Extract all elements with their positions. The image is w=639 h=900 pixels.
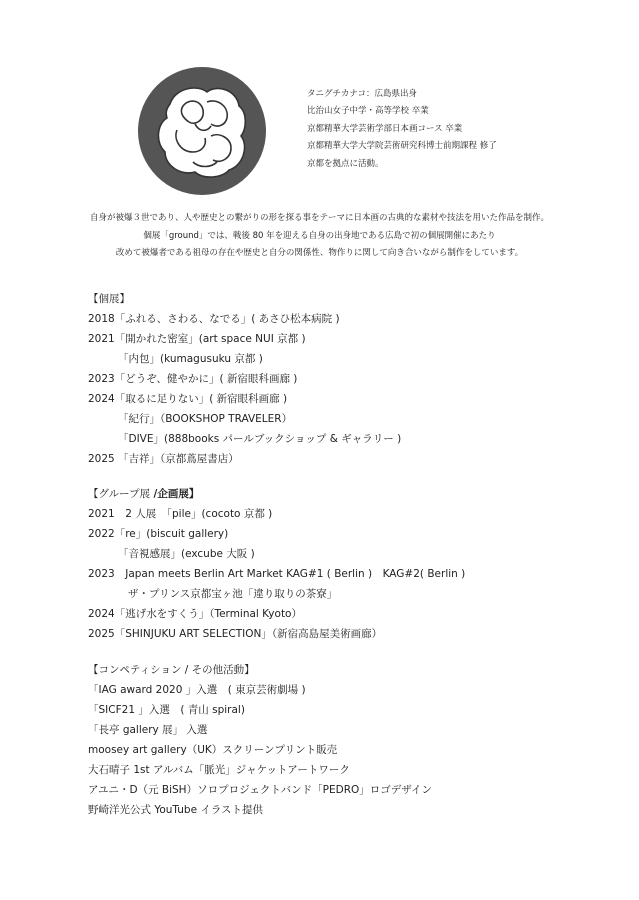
artist-statement — [0, 210, 639, 263]
list-item: 野崎洋光公式 YouTube イラスト提供 — [88, 804, 264, 816]
group-exhibitions-section — [88, 484, 465, 644]
statement-line: 改めて被爆者である祖母の存在や歴史と自分の関係性、物作りに関して向き合いながら制作をしています。 — [115, 248, 524, 258]
heading-part: 【グループ展 — [88, 488, 154, 500]
list-item: 「DIVE」(888books パールブックショップ & ギャラリー ) — [118, 433, 402, 445]
section-heading: 【個展】 — [88, 293, 130, 305]
list-item: moosey art gallery（UK）スクリーンプリント販売 — [88, 744, 338, 756]
list-item: 2024「逃げ水をすくう」（Terminal Kyoto） — [88, 608, 302, 620]
statement-line: 自身が被爆３世であり、人や歴史との繋がりの形を探る事をテーマに日本画の古典的な素材や技法を用いた作品を制作。 — [89, 213, 549, 223]
heading-part-bold: /企画展】 — [153, 488, 200, 500]
artist-bio — [307, 86, 497, 173]
list-item: 2025「SHINJUKU ART SELECTION」（新宿高島屋美術画廊） — [88, 628, 383, 640]
bio-line: 京都を拠点に活動。 — [307, 158, 384, 169]
solo-exhibitions-section — [88, 289, 401, 469]
statement-line: 個展「ground」では、戦後 80 年を迎える自身の出身地である広島で初の個展開催にあたり — [143, 230, 496, 241]
bio-line: 比治山女子中学・高等学校 卒業 — [307, 106, 429, 117]
bio-line: 京都精華大学大学院芸術研究科博士前期課程 修了 — [307, 141, 497, 152]
competition-section — [88, 660, 432, 820]
list-item: 2021「開かれた密室」(art space NUI 京都 ) — [88, 333, 306, 345]
list-item: 「紀行」（BOOKSHOP TRAVELER） — [118, 413, 293, 425]
list-item: 「長亭 gallery 展」 入選 — [88, 724, 208, 736]
list-item: 「IAG award 2020 」入選 ( 東京芸術劇場 ) — [88, 684, 306, 696]
list-item: 2018「ふれる、さわる、なでる」( あさひ松本病院 ) — [88, 313, 340, 325]
list-item: 2024「取るに足りない」( 新宿眼科画廊 ) — [88, 393, 288, 405]
bio-line: タニグチカナコ：広島県出身 — [307, 89, 417, 99]
list-item: 「音視感展」(excube 大阪 ) — [118, 548, 255, 560]
list-item: 大石晴子 1st アルバム「脈光」ジャケットアートワーク — [88, 764, 350, 776]
list-item: 2021 2 人展 「pile」(cocoto 京都 ) — [88, 508, 273, 520]
section-heading: 【コンペティション / その他活動】 — [88, 664, 255, 676]
bio-line: 京都精華大学芸術学部日本画コース 卒業 — [307, 123, 463, 134]
list-item: 2023 Japan meets Berlin Art Market KAG#1 ( Berlin ) KAG#2( Berlin ) — [88, 568, 466, 580]
list-item: 2025 「吉祥」（京都蔦屋書店） — [88, 453, 239, 465]
list-item: 2022「re」(biscuit gallery) — [88, 528, 229, 540]
list-item: 「内包」(kumagusuku 京都 ) — [118, 353, 263, 365]
list-item: ザ・プリンス京都宝ヶ池「違り取りの茶寮」 — [128, 588, 338, 600]
section-heading — [88, 484, 465, 504]
artist-logo-emblem — [137, 66, 267, 196]
list-item: アユニ・D（元 BiSH）ソロプロジェクトバンド「PEDRO」ロゴデザイン — [88, 784, 433, 796]
list-item: 2023「どうぞ、健やかに」( 新宿眼科画廊 ) — [88, 373, 298, 385]
list-item: 「SICF21 」入選 ( 青山 spiral) — [88, 704, 245, 716]
